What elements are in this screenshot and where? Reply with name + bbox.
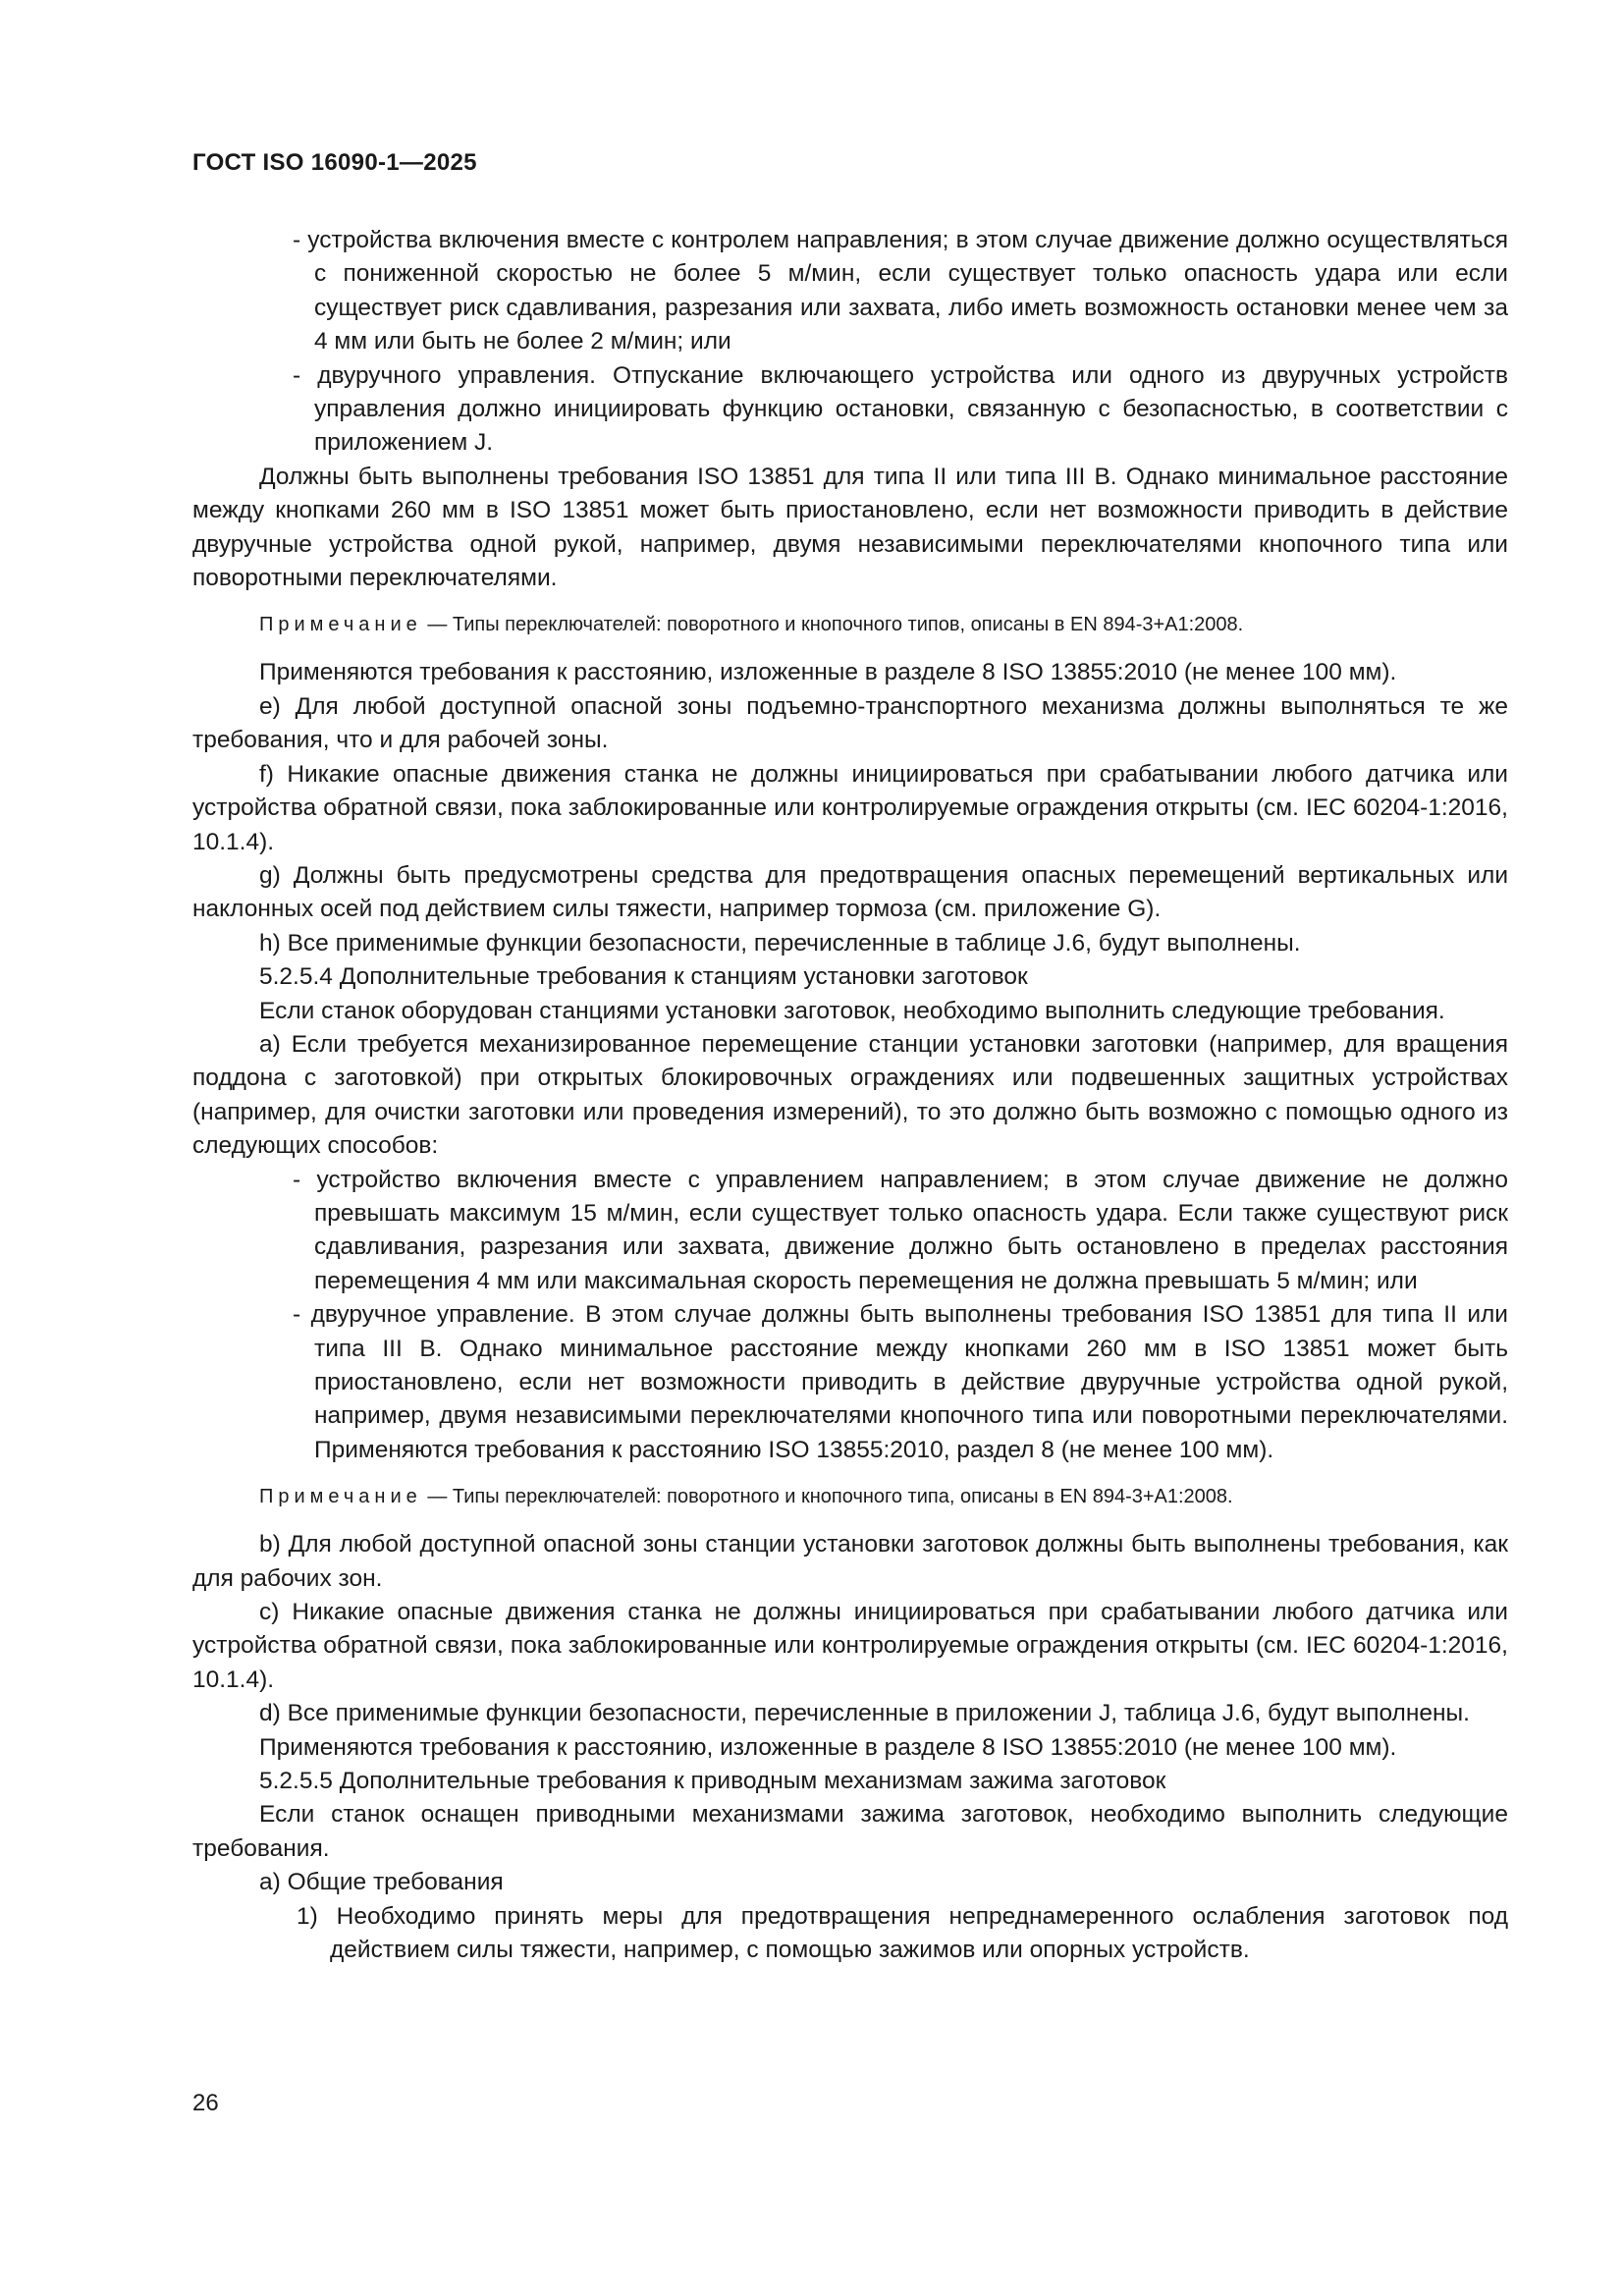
paragraph: b) Для любой доступной опасной зоны станции установки заготовок должны быть выполнены требования, как для рабочих зон. [192,1531,1508,1592]
paragraph: Если станок оборудован станциями установки заготовок, необходимо выполнить следующие требования. [259,997,1445,1024]
note [192,611,1508,638]
note-text: — Типы переключателей: поворотного и кнопочного типов, описаны в EN 894-3+A1:2008. [421,614,1244,636]
document-header: ГОСТ ISO 16090-1—2025 [192,149,477,176]
paragraph: е) Для любой доступной опасной зоны подъемно-транспортного механизма должны выполняться те же требования, что и для рабочей зоны. [192,692,1508,754]
list-item: - двуручного управления. Отпускание включающего устройства или одного из двуручных устройств управления должно инициировать функцию остановки, связанную с безопасностью, в соответствии с приложением J. [293,361,1508,457]
paragraph: Должны быть выполнены требования ISO 13851 для типа II или типа III В. Однако минимальное расстояние между кнопками 260 мм в ISO 13851 может быть приостановлено, если нет возможности приводить в действие двуручные устройства одной рукой, например, двумя независимыми переключателями кнопочного типа или поворотными переключателями. [192,463,1508,592]
paragraph: g) Должны быть предусмотрены средства для предотвращения опасных перемещений вертикальных или наклонных осей под действием силы тяжести, например тормоза (см. приложение G). [192,861,1508,923]
paragraph: Применяются требования к расстоянию, изложенные в разделе 8 ISO 13855:2010 (не менее 100 мм). [259,1733,1397,1761]
document-body [192,224,1508,1968]
paragraph: Применяются требования к расстоянию, изложенные в разделе 8 ISO 13855:2010 (не менее 100 мм). [259,659,1397,686]
note-label: Примечание [259,1486,422,1508]
paragraph: а) Общие требования [259,1869,504,1896]
note-label: Примечание [259,614,422,636]
paragraph: а) Если требуется механизированное перемещение станции установки заготовки (например, для вращения поддона с заготовкой) при открытых блокировочных ограждениях или подвешенных защитных устройствах (например, для очистки заготовки или проведения измерений), то это должно быть возможно с помощью одного из следующих способов: [192,1030,1508,1160]
section-heading: 5.2.5.5 Дополнительные требования к приводным механизмам зажима заготовок [259,1768,1166,1795]
list-item: 1) Необходимо принять меры для предотвращения непреднамеренного ослабления заготовок под действием силы тяжести, например, с помощью зажимов или опорных устройств. [297,1902,1508,1964]
note-text: — Типы переключателей: поворотного и кнопочного типа, описаны в EN 894-3+A1:2008. [421,1486,1233,1508]
list-item: - двуручное управление. В этом случае должны быть выполнены требования ISO 13851 для типа II или типа III B. Однако минимальное расстояние между кнопками 260 мм в ISO 13851 может быть приостановлено, если нет возможности приводить в действие двуручные устройства одной рукой, например, двумя независимыми переключателями кнопочного типа или поворотными переключателями. Применяются требования к расстоянию ISO 13855:2010, раздел 8 (не менее 100 мм). [293,1301,1508,1463]
page-number: 26 [192,2090,219,2116]
paragraph: f) Никакие опасные движения станка не должны инициироваться при срабатывании любого датчика или устройства обратной связи, пока заблокированные или контролируемые ограждения открыты (см. IEC 60204-1:2016, 10.1.4). [192,760,1508,855]
paragraph: d) Все применимые функции безопасности, перечисленные в приложении J, таблица J.6, будут выполнены. [259,1700,1470,1727]
paragraph: с) Никакие опасные движения станка не должны инициироваться при срабатывании любого датчика или устройства обратной связи, пока заблокированные или контролируемые ограждения открыты (см. IEC 60204-1:2016, 10.1.4). [192,1599,1508,1693]
paragraph: Если станок оснащен приводными механизмами зажима заготовок, необходимо выполнить следующие требования. [192,1801,1508,1862]
list-item: - устройство включения вместе с управлением направлением; в этом случае движение не должно превышать максимум 15 м/мин, если существует только опасность удара. Если также существуют риск сдавливания, разрезания или захвата, движение должно быть остановлено в пределах расстояния перемещения 4 мм или максимальная скорость перемещения не должна превышать 5 м/мин; или [293,1166,1508,1294]
section-heading: 5.2.5.4 Дополнительные требования к станциям установки заготовок [259,963,1028,991]
paragraph: h) Все применимые функции безопасности, перечисленные в таблице J.6, будут выполнены. [259,929,1301,957]
list-item: - устройства включения вместе с контролем направления; в этом случае движение должно осуществляться с пониженной скоростью не более 5 м/мин, если существует только опасность удара или если существует риск сдавливания, разрезания или захвата, либо иметь возможность остановки менее чем за 4 мм или быть не более 2 м/мин; или [293,227,1508,355]
note [192,1483,1508,1510]
